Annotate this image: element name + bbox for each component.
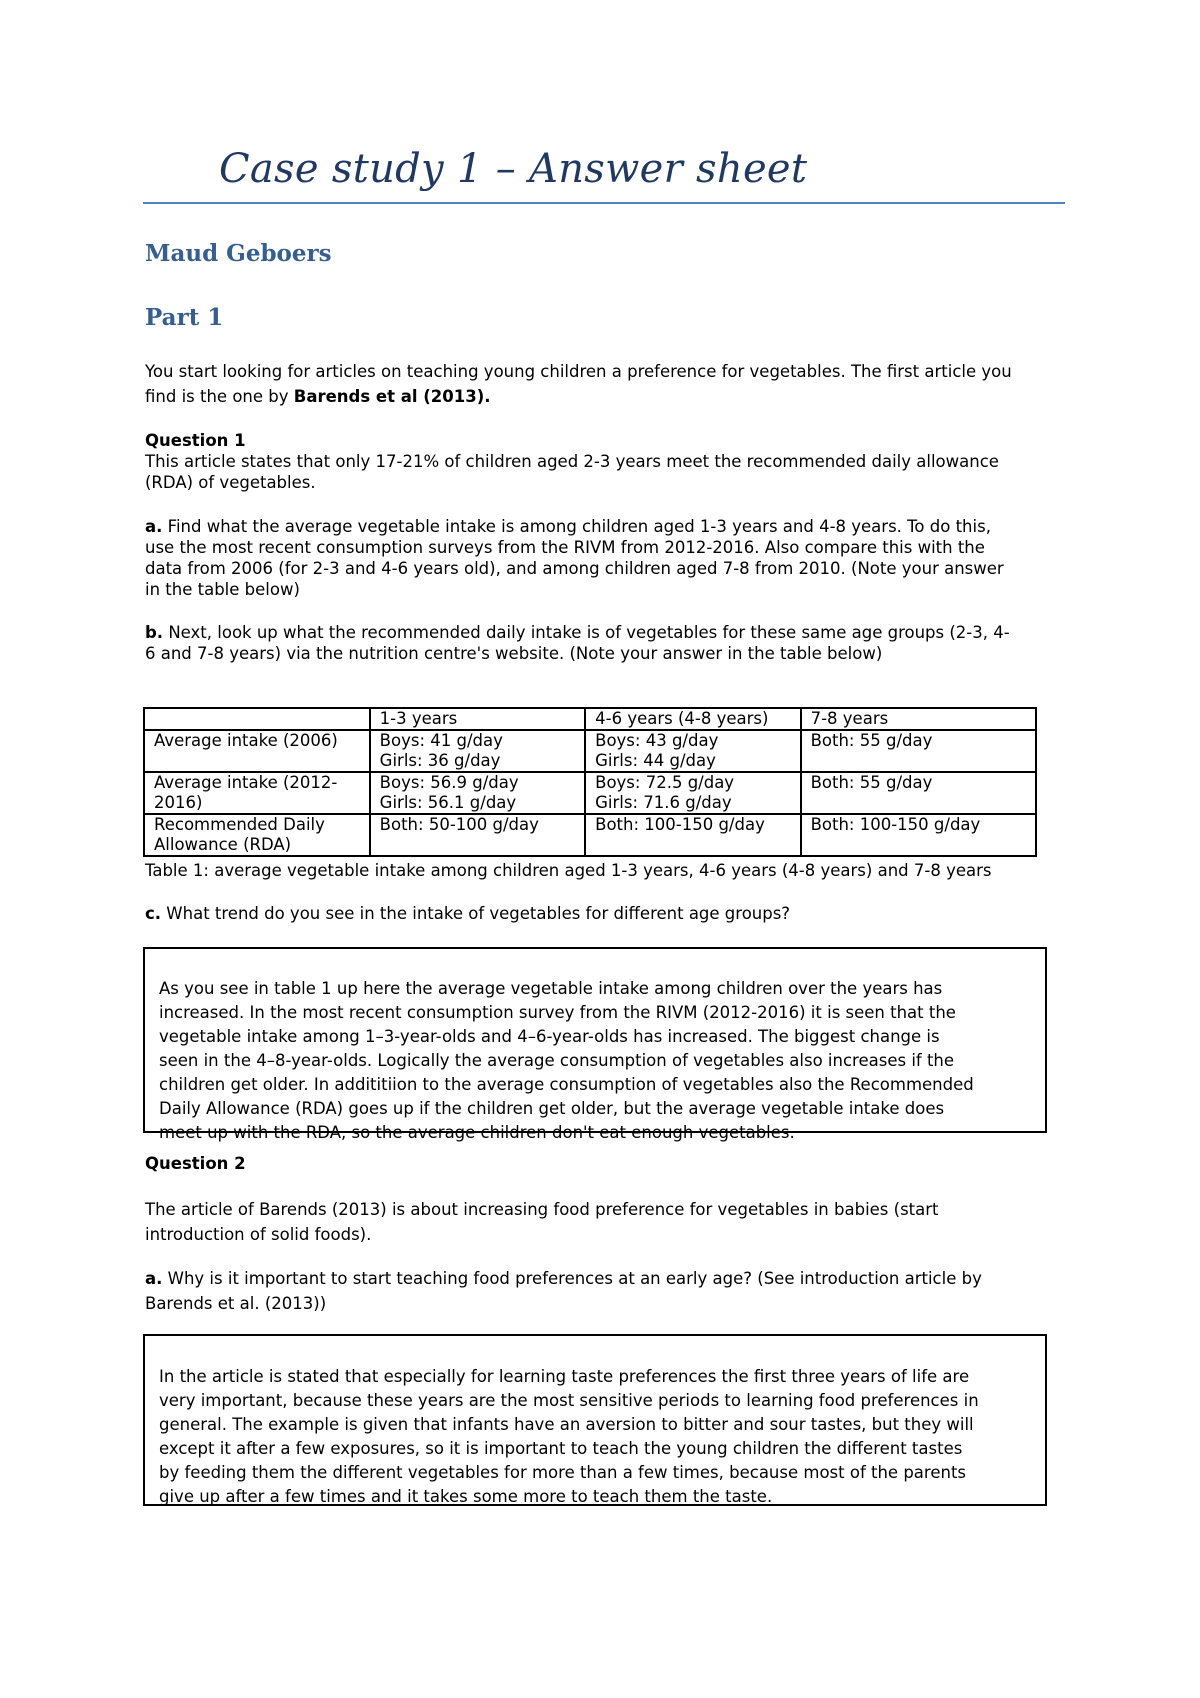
cell-line: 2016) [154, 793, 203, 812]
question-text-line: introduction of solid foods). [145, 1225, 372, 1244]
document-title: Case study 1 – Answer sheet [219, 146, 808, 192]
table-cell [585, 730, 800, 772]
question-text-line: 6 and 7-8 years) via the nutrition centre's website. (Note your answer in the table below) [145, 644, 883, 663]
subquestion-label: c. [145, 904, 162, 923]
cell-line: Girls: 36 g/day [379, 751, 501, 770]
question-1-heading: Question 1 [145, 431, 246, 450]
citation: Barends et al (2013). [293, 387, 491, 406]
table-header-cell: 7-8 years [801, 708, 1036, 730]
question-1b-block [145, 622, 1075, 664]
cell-line: Girls: 56.1 g/day [379, 793, 517, 812]
cell-line: Boys: 41 g/day [379, 731, 503, 750]
answer-line: by feeding them the different vegetables for more than a few times, because most of the parents [159, 1463, 967, 1482]
table-cell: Both: 55 g/day [801, 730, 1036, 772]
table-cell: Both: 100-150 g/day [801, 814, 1036, 856]
answer-line: meet up with the RDA, so the average children don't eat enough vegetables. [159, 1123, 795, 1142]
answer-line: vegetable intake among 1–3-year-olds and 4–6-year-olds has increased. The biggest change is [159, 1027, 940, 1046]
table-header-cell [144, 708, 370, 730]
cell-line: Boys: 43 g/day [595, 731, 719, 750]
answer-line: general. The example is given that infants have an aversion to bitter and sour tastes, but they will [159, 1415, 974, 1434]
question-2-text [145, 1197, 1075, 1247]
question-text-line [145, 1266, 1075, 1291]
question-2a-block [145, 1266, 1075, 1316]
intro-line-prefix: find is the one by [145, 387, 294, 406]
answer-line: children get older. In addititiion to the average consumption of vegetables also the Recommended [159, 1075, 974, 1094]
table-cell: Both: 100-150 g/day [585, 814, 800, 856]
table-cell [370, 772, 585, 814]
table-cell [585, 772, 800, 814]
answer-line: As you see in table 1 up here the average vegetable intake among children over the years has [159, 979, 943, 998]
subquestion-text: Find what the average vegetable intake is among children aged 1-3 years and 4-8 years. To do this, [162, 517, 991, 536]
cell-line: Average intake (2012- [154, 773, 338, 792]
question-text-line [145, 516, 1075, 537]
question-text-line: data from 2006 (for 2-3 and 4-6 years old), and among children aged 7-8 from 2010. (Note your answer [145, 559, 1004, 578]
question-1a-block [145, 516, 1075, 600]
question-text-line: Barends et al. (2013)) [145, 1294, 327, 1313]
table-cell: Both: 55 g/day [801, 772, 1036, 814]
answer-line: increased. In the most recent consumption survey from the RIVM (2012-2016) it is seen that the [159, 1003, 956, 1022]
answer-line: seen in the 4–8-year-olds. Logically the average consumption of vegetables also increases if the [159, 1051, 955, 1070]
table-row [144, 772, 1036, 814]
cell-line: Girls: 71.6 g/day [595, 793, 732, 812]
answer-text-1c [159, 977, 1039, 1145]
answer-line: very important, because these years are the most sensitive periods to learning food preferences in [159, 1391, 979, 1410]
table-row-label: Average intake (2006) [144, 730, 370, 772]
question-text-line: This article states that only 17-21% of children aged 2-3 years meet the recommended daily allowance [145, 452, 999, 471]
question-text-line: use the most recent consumption surveys from the RIVM from 2012-2016. Also compare this with the [145, 538, 985, 557]
question-2-heading: Question 2 [145, 1154, 246, 1173]
subquestion-text: Why is it important to start teaching food preferences at an early age? (See introduction article by [162, 1269, 982, 1288]
title-underline [143, 202, 1065, 204]
question-text-line: The article of Barends (2013) is about increasing food preference for vegetables in babies (start [145, 1200, 939, 1219]
part-heading: Part 1 [145, 304, 224, 331]
question-text-line: in the table below) [145, 580, 300, 599]
table-row [144, 814, 1036, 856]
intake-table [143, 707, 1037, 857]
answer-line: give up after a few times and it takes some more to teach them the taste. [159, 1487, 773, 1506]
author-name: Maud Geboers [145, 240, 332, 267]
cell-line: Recommended Daily [154, 815, 325, 834]
intro-line: You start looking for articles on teaching young children a preference for vegetables. The first article you [145, 362, 1012, 381]
table-header-cell: 1-3 years [370, 708, 585, 730]
subquestion-label: a. [145, 1269, 163, 1288]
subquestion-label: a. [145, 517, 163, 536]
question-text-line [145, 622, 1075, 643]
intro-line [145, 386, 1075, 407]
intro-paragraph [145, 361, 1075, 407]
table-row-label [144, 772, 370, 814]
table-row [144, 730, 1036, 772]
table-header-cell: 4-6 years (4-8 years) [585, 708, 800, 730]
subquestion-text: Next, look up what the recommended daily intake is of vegetables for these same age groups (2-3, 4- [163, 623, 1010, 642]
answer-line: Daily Allowance (RDA) goes up if the children get older, but the average vegetable intake does [159, 1099, 945, 1118]
answer-line: In the article is stated that especially for learning taste preferences the first three years of life are [159, 1367, 970, 1386]
table-caption: Table 1: average vegetable intake among children aged 1-3 years, 4-6 years (4-8 years) and 7-8 years [145, 861, 992, 880]
cell-line: Allowance (RDA) [154, 835, 292, 854]
question-1c-block [145, 903, 1075, 924]
table-cell [370, 730, 585, 772]
answer-line: except it after a few exposures, so it is important to teach the young children the different tastes [159, 1439, 963, 1458]
question-text-line: (RDA) of vegetables. [145, 473, 316, 492]
subquestion-text: What trend do you see in the intake of vegetables for different age groups? [161, 904, 791, 923]
table-row-label [144, 814, 370, 856]
table-cell: Both: 50-100 g/day [370, 814, 585, 856]
cell-line: Boys: 56.9 g/day [379, 773, 519, 792]
cell-line: Girls: 44 g/day [595, 751, 716, 770]
table-header-row [144, 708, 1036, 730]
subquestion-label: b. [145, 623, 164, 642]
cell-line: Boys: 72.5 g/day [595, 773, 735, 792]
question-1-block [145, 430, 1075, 493]
answer-text-2a [159, 1365, 1039, 1509]
